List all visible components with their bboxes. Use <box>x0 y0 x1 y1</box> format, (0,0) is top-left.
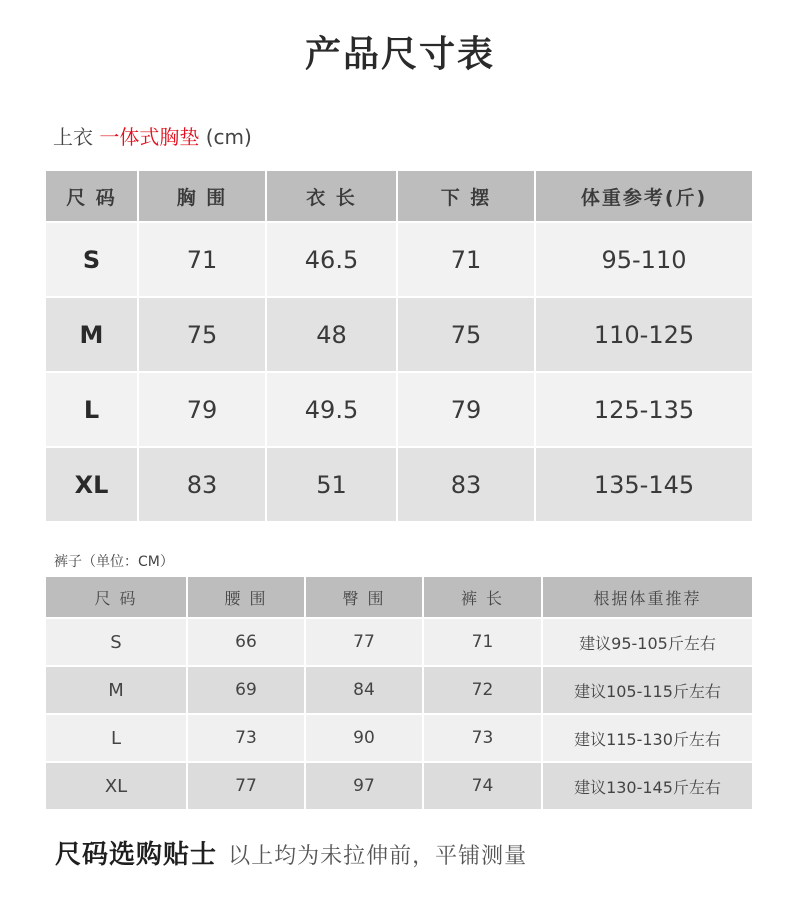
table-row <box>45 372 753 447</box>
cell-length: 49.5 <box>266 372 397 447</box>
cell-size: S <box>45 222 138 297</box>
cell-hip: 77 <box>305 618 423 666</box>
cell-hem: 79 <box>397 372 535 447</box>
cell-size: L <box>45 372 138 447</box>
table-row <box>45 618 753 666</box>
header-hem: 下 摆 <box>397 170 535 222</box>
size-tips <box>55 834 527 871</box>
cell-chest: 79 <box>138 372 266 447</box>
pants-section-label: 裤子（单位：CM） <box>54 554 174 570</box>
cell-waist: 73 <box>187 714 305 762</box>
cell-hip: 90 <box>305 714 423 762</box>
pants-size-table <box>44 575 754 811</box>
header-recommend: 根据体重推荐 <box>542 576 753 618</box>
header-size: 尺 码 <box>45 576 187 618</box>
cell-hem: 83 <box>397 447 535 522</box>
cell-pants-length: 72 <box>423 666 542 714</box>
cell-pants-length: 74 <box>423 762 542 810</box>
header-pants-length: 裤 长 <box>423 576 542 618</box>
cell-size: M <box>45 666 187 714</box>
cell-hip: 84 <box>305 666 423 714</box>
top-size-table <box>44 169 754 523</box>
table-row <box>45 297 753 372</box>
cell-recommend: 建议95-105斤左右 <box>542 618 753 666</box>
cell-waist: 69 <box>187 666 305 714</box>
cell-chest: 75 <box>138 297 266 372</box>
cell-hem: 75 <box>397 297 535 372</box>
cell-hip: 97 <box>305 762 423 810</box>
cell-recommend: 建议115-130斤左右 <box>542 714 753 762</box>
cell-size: L <box>45 714 187 762</box>
header-size: 尺 码 <box>45 170 138 222</box>
page-title: 产品尺寸表 <box>304 33 495 75</box>
cell-size: S <box>45 618 187 666</box>
table-header-row <box>45 170 753 222</box>
tips-heading: 尺码选购贴士 <box>55 840 218 870</box>
header-chest: 胸 围 <box>138 170 266 222</box>
top-label-highlight: 一体式胸垫 <box>99 125 200 149</box>
cell-size: XL <box>45 447 138 522</box>
table-row <box>45 666 753 714</box>
cell-weight: 125-135 <box>535 372 753 447</box>
table-row <box>45 714 753 762</box>
header-length: 衣 长 <box>266 170 397 222</box>
top-label-prefix: 上衣 <box>53 125 93 149</box>
cell-weight: 135-145 <box>535 447 753 522</box>
table-header-row <box>45 576 753 618</box>
cell-pants-length: 71 <box>423 618 542 666</box>
cell-recommend: 建议130-145斤左右 <box>542 762 753 810</box>
cell-size: M <box>45 297 138 372</box>
cell-hem: 71 <box>397 222 535 297</box>
cell-waist: 66 <box>187 618 305 666</box>
cell-length: 46.5 <box>266 222 397 297</box>
cell-weight: 110-125 <box>535 297 753 372</box>
cell-weight: 95-110 <box>535 222 753 297</box>
header-hip: 臀 围 <box>305 576 423 618</box>
cell-waist: 77 <box>187 762 305 810</box>
header-weight: 体重参考(斤) <box>535 170 753 222</box>
tips-text: 以上均为未拉伸前，平铺测量 <box>228 844 528 869</box>
cell-recommend: 建议105-115斤左右 <box>542 666 753 714</box>
cell-pants-length: 73 <box>423 714 542 762</box>
top-label-unit: (cm) <box>205 125 252 149</box>
cell-chest: 83 <box>138 447 266 522</box>
cell-length: 48 <box>266 297 397 372</box>
cell-size: XL <box>45 762 187 810</box>
cell-length: 51 <box>266 447 397 522</box>
table-row <box>45 762 753 810</box>
top-section-label <box>53 121 252 150</box>
header-waist: 腰 围 <box>187 576 305 618</box>
cell-chest: 71 <box>138 222 266 297</box>
table-row <box>45 447 753 522</box>
table-row <box>45 222 753 297</box>
